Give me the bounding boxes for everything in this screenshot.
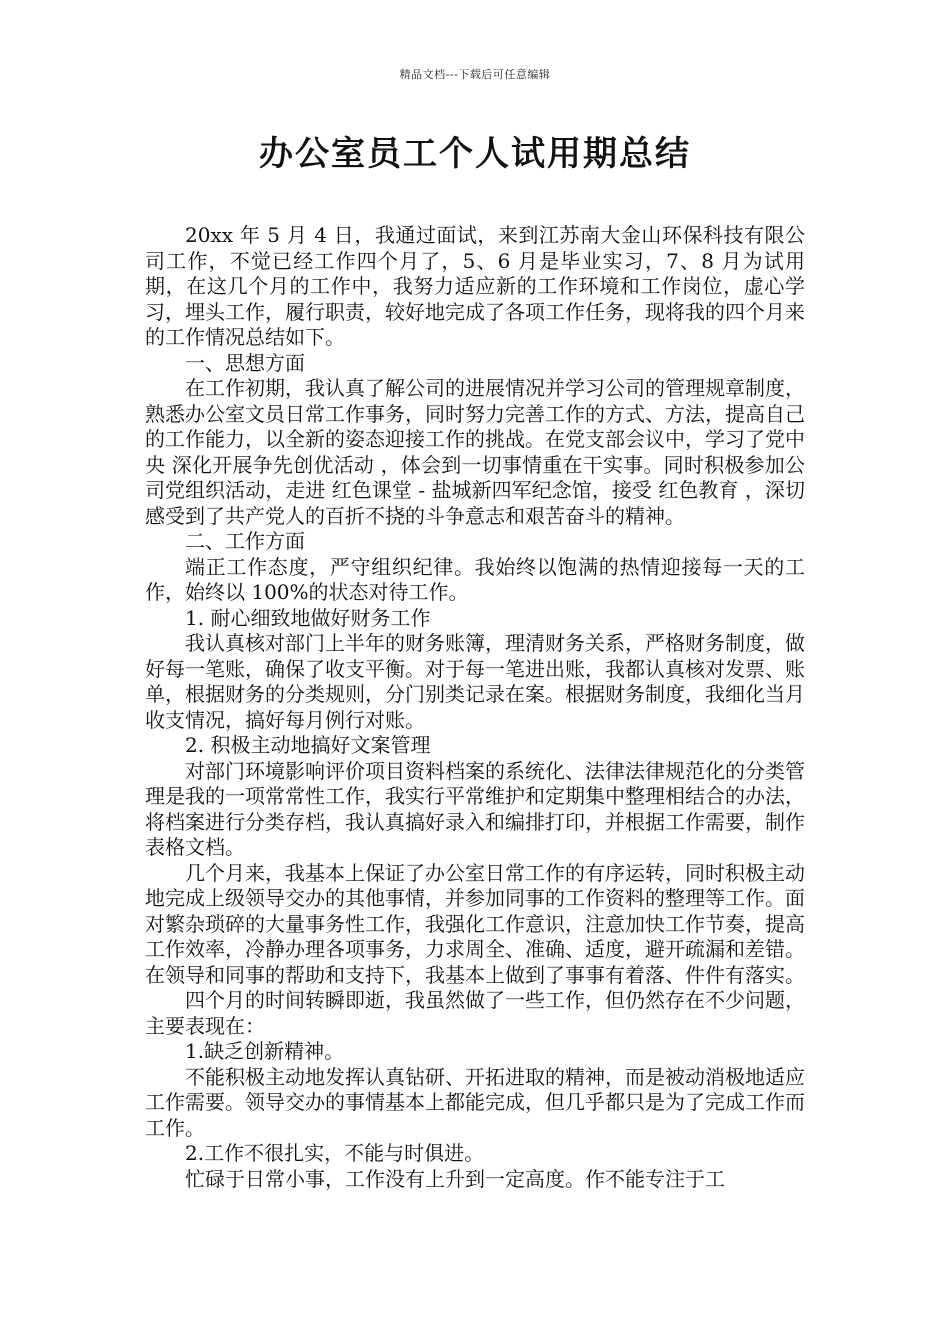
section-heading-ideology: 一、思想方面 <box>185 350 305 375</box>
section-heading-work: 二、工作方面 <box>185 529 305 553</box>
paragraph-work-attitude: 端正工作态度，严守组织纪律。我始终以饱满的热情迎接每一天的工作，始终以 100%的状态对待工作。 <box>145 554 805 604</box>
paragraph-finance: 我认真核对部门上半年的财务账簿，理清财务关系，严格财务制度，做好每一笔账，确保了收支平衡。对于每一笔进出账，我都认真核对发票、账单，根据财务的分类规则，分门别类记录在案。根据财务制度，我细化当月收支情况，搞好每月例行对账。 <box>145 631 805 732</box>
paragraph-summary: 几个月来，我基本上保证了办公室日常工作的有序运转，同时积极主动地完成上级领导交办的其他事情，并参加同事的工作资料的整理等工作。面对繁杂琐碎的大量事务性工作，我强化工作意识，注意加快工作节奏，提高工作效率，冷静办理各项事务，力求周全、准确、适度，避开疏漏和差错。在领导和同事的帮助和支持下，我基本上做到了事事有着落、件件有落实。 <box>145 860 805 987</box>
paragraph-problems: 四个月的时间转瞬即逝，我虽然做了一些工作，但仍然存在不少问题，主要表现在： <box>145 988 805 1038</box>
subheading-finance: 1. 耐心细致地做好财务工作 <box>185 605 431 630</box>
paragraph-ideology: 在工作初期，我认真了解公司的进展情况并学习公司的管理规章制度，熟悉办公室文员日常工作事务，同时努力完善工作的方式、方法，提高自己的工作能力，以全新的姿态迎接工作的挑战。在党支部会议中，学习了党中央 深化开展争先创优活动 ，体会到一切事情重在干实事。同时积极参加公司党组织活动，走进 红色课堂 - 盐城新四军纪念馆，接受 红色教育 ，深切感受到了共产党人的百折不挠的斗争意志和艰苦奋斗的精神。 <box>145 376 805 528</box>
header-note: 精品文档---下载后可任意编辑 <box>399 68 551 81</box>
paragraph-problem-1: 不能积极主动地发挥认真钻研、开拓进取的精神，而是被动消极地适应工作需要。领导交办的事情基本上都能完成，但几乎都只是为了完成工作而工作。 <box>145 1064 805 1140</box>
subheading-documents: 2. 积极主动地搞好文案管理 <box>185 733 431 757</box>
subheading-problem-2: 2.工作不很扎实，不能与时俱进。 <box>185 1141 485 1165</box>
paragraph-problem-2: 忙碌于日常小事，工作没有上升到一定高度。作不能专注于工 <box>185 1166 725 1191</box>
document-body <box>145 223 805 1192</box>
subheading-problem-1: 1.缺乏创新精神。 <box>185 1039 345 1063</box>
paragraph-intro: 20xx 年 5 月 4 日，我通过面试，来到江苏南大金山环保科技有限公司工作，不觉已经工作四个月了，5、6 月是毕业实习，7、8 月为试用期，在这几个月的工作中，我努力适应新的工作环境和工作岗位，虚心学习，埋头工作，履行职责，较好地完成了各项工作任务，现将我的四个月来的工作情况总结如下。 <box>145 223 805 349</box>
paragraph-documents: 对部门环境影响评价项目资料档案的系统化、法律法律规范化的分类管理是我的一项常常性工作，我实行平常维护和定期集中整理相结合的办法，将档案进行分类存档，我认真搞好录入和编排打印，并根据工作需要，制作表格文档。 <box>145 758 805 859</box>
document-title: 办公室员工个人试用期总结 <box>259 134 691 174</box>
